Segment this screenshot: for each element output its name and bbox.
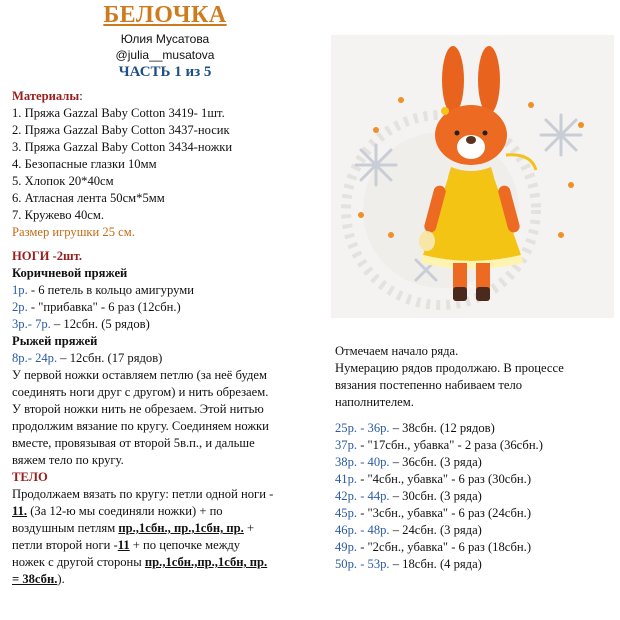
body-note: воздушным петлям пр.,1сбн., пр.,1сбн, пр. + [12,521,255,535]
legs-heading: НОГИ -2шт. [12,249,83,263]
materials-heading: Материалы: [12,89,83,103]
body-continue-note: Отмечаем начало ряда. [335,344,459,358]
body-note: = 38сбн.). [12,572,65,586]
material-item: 5. Хлопок 20*40см [12,174,114,188]
legs-note: продолжим вязание по кругу. Соединяем ножки [12,419,269,433]
pattern-row: 37р. - "17сбн., убавка" - 2 раза (36сбн.) [335,438,543,452]
author-handle: @julia__musatova [115,48,215,62]
pattern-row: 25р. - 36р. – 38сбн. (12 рядов) [335,421,495,435]
material-item: 2. Пряжа Gazzal Baby Cotton 3437-носик [12,123,230,137]
material-item: 4. Безопасные глазки 10мм [12,157,157,171]
brown-yarn-heading: Коричневой пряжей [12,266,128,280]
pattern-title: БЕЛОЧКА [103,2,227,28]
left-column [12,88,332,588]
body-note: 11. (За 12-ю мы соединяли ножки) + по [12,504,223,518]
pattern-row: 1р. - 6 петель в кольцо амигуруми [12,283,194,297]
pattern-row: 2р. - "прибавка" - 6 раз (12сбн.) [12,300,181,314]
pattern-row: 46р. - 48р. – 24сбн. (3 ряда) [335,523,482,537]
body-note: ножек с другой стороны пр.,1сбн.,пр.,1сбн, пр. [12,555,268,569]
material-item: 3. Пряжа Gazzal Baby Cotton 3434-ножки [12,140,233,154]
red-yarn-heading: Рыжей пряжей [12,334,98,348]
toy-photo [331,35,614,318]
author-name: Юлия Мусатова [120,32,210,46]
pattern-row: 3р.- 7р. – 12сбн. (5 рядов) [12,317,150,331]
legs-note: вяжем тело по кругу. [12,453,124,467]
pattern-row: 42р. - 44р. – 30сбн. (3 ряда) [335,489,482,503]
legs-note: вместе, провязывая от второй 5в.п., и дальше [12,436,255,450]
pattern-row: 38р. - 40р. – 36сбн. (3 ряда) [335,455,482,469]
pattern-row: 49р. - "2сбн., убавка" - 6 раз (18сбн.) [335,540,532,554]
legs-note: У второй ножки нить не обрезаем. Этой нитью [12,402,264,416]
pattern-row: 41р. - "4сбн., убавка" - 6 раз (30сбн.) [335,472,532,486]
body-note: Продолжаем вязать по кругу: петли одной ноги - [12,487,274,501]
legs-note: У первой ножки оставляем петлю (за неё будем [12,368,267,382]
body-note: петли второй ноги -11 + по цепочке между [12,538,241,552]
body-heading: ТЕЛО [12,470,48,484]
toy-size: Размер игрушки 25 см. [12,225,135,239]
body-continue-note: Нумерацию рядов продолжаю. В процессе [335,361,564,375]
pattern-row: 50р. - 53р. – 18сбн. (4 ряда) [335,557,482,571]
material-item: 7. Кружево 40см. [12,208,104,222]
material-item: 6. Атласная лента 50см*5мм [12,191,165,205]
legs-note: соединять ноги друг с другом) и нить обрезаем. [12,385,269,399]
right-column [335,343,615,573]
part-indicator: ЧАСТЬ 1 из 5 [118,64,212,80]
material-item: 1. Пряжа Gazzal Baby Cotton 3419- 1шт. [12,106,225,120]
pattern-row: 8р.- 24р. – 12сбн. (17 рядов) [12,351,163,365]
body-continue-note: наполнителем. [335,395,414,409]
pattern-row: 45р. - "3сбн., убавка" - 6 раз (24сбн.) [335,506,532,520]
body-continue-note: вязания постепенно набиваем тело [335,378,523,392]
